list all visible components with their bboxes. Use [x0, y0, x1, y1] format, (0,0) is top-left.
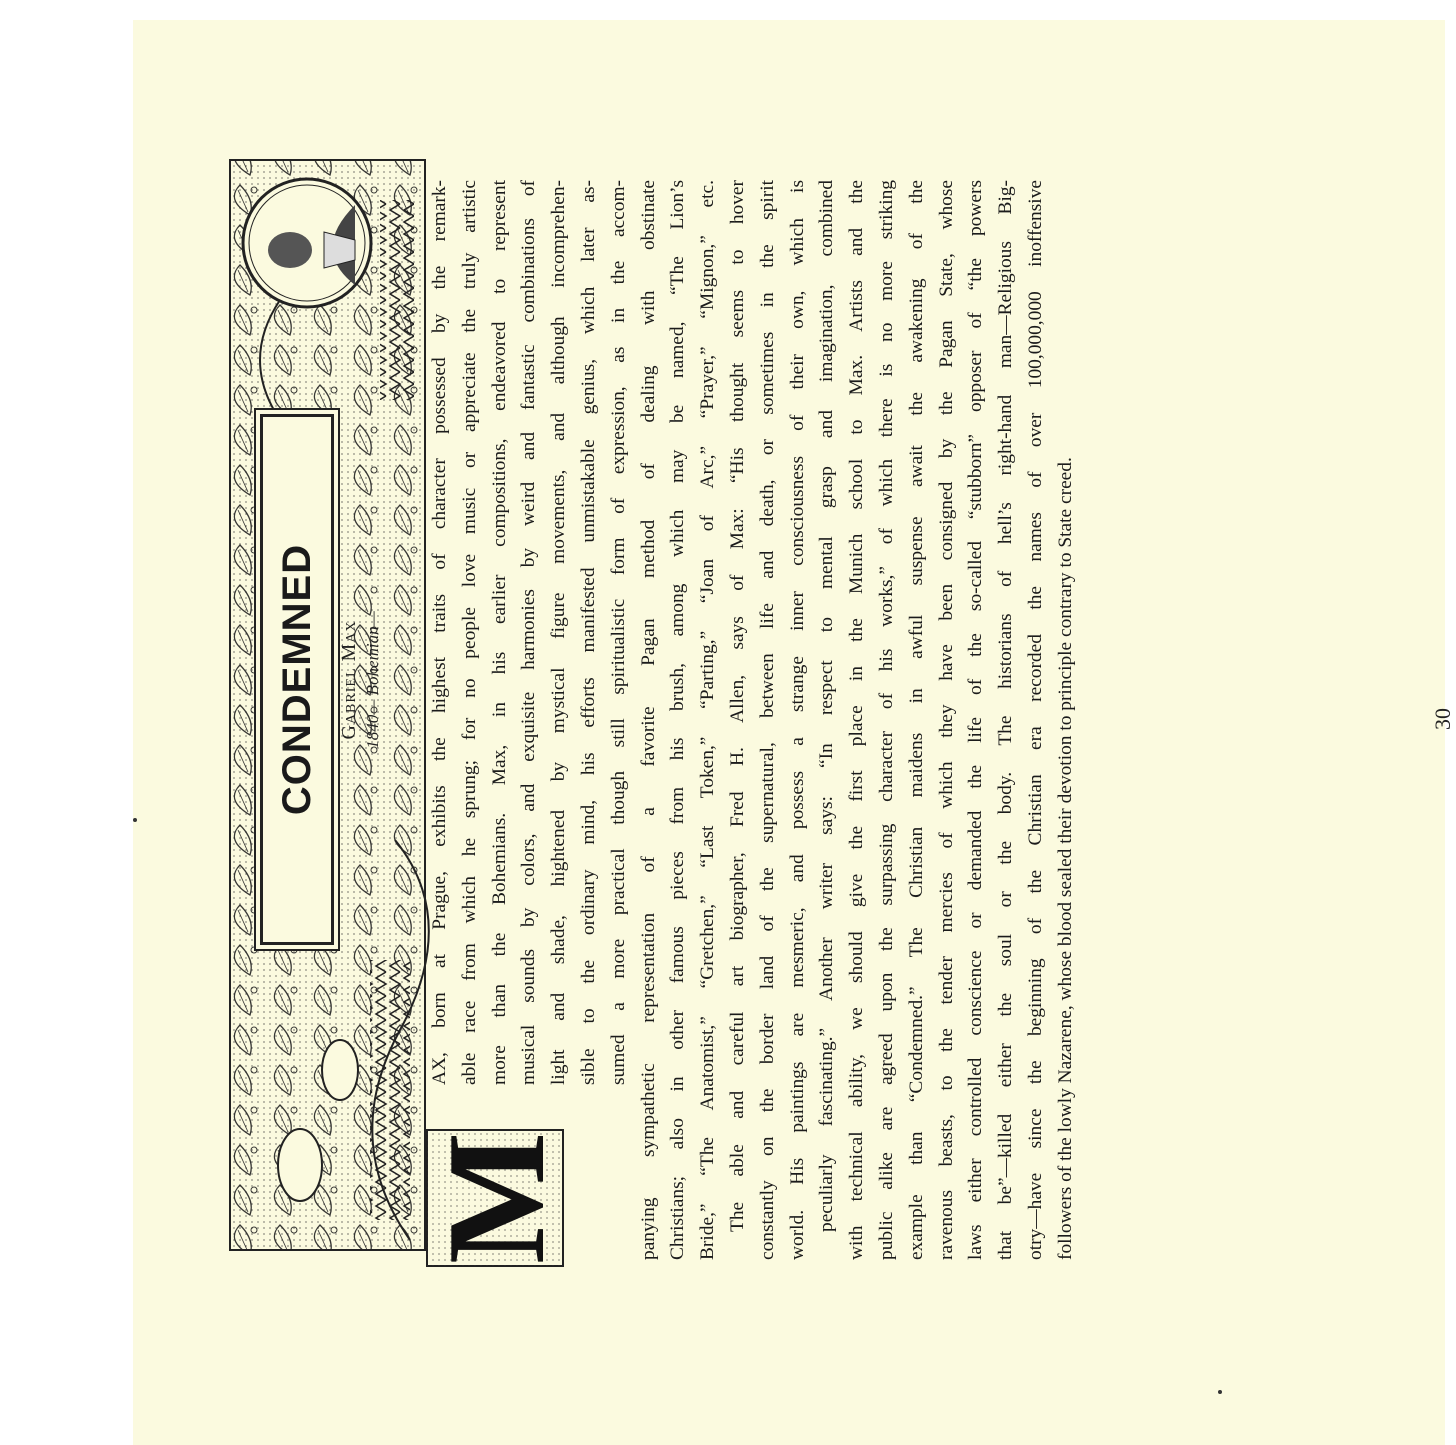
body-line: able race from which he sprung; for no people love music or appreciate the truly artistic [458, 180, 480, 1085]
body-line: Christians; also in other famous pieces from his brush, among which may be named, “The Lion’s [667, 180, 689, 1260]
body-line: followers of the lowly Nazarene, whose blood sealed their devotion to principle contrary to State creed. [1054, 457, 1076, 1260]
body-line: that be”—killed either the soul or the body. The historians of hell’s right-hand man—Religious Big- [995, 180, 1017, 1260]
body-line: constantly on the border land of the supernatural, between life and death, or sometimes in the spirit [756, 180, 778, 1260]
speck [133, 818, 137, 822]
artist-dates: 1840— Bohemian— [363, 611, 382, 749]
artist-info [338, 430, 383, 930]
body-line: otry—have since the beginning of the Christian era recorded the names of over 100,000,000 inoffensive [1024, 180, 1046, 1260]
body-line: panying sympathetic representation of a favorite Pagan method of dealing with obstinate [637, 180, 659, 1260]
body-line: sumed a more practical though still spiritualistic form of expression, as in the accom- [607, 180, 629, 1085]
body-line: example than “Condemned.” The Christian maidens in awful suspense await the awakening of the [905, 180, 927, 1260]
body-line: public alike are agreed upon the surpassing character of his works,” of which there is no more striking [875, 180, 897, 1260]
body-line: more than the Bohemians. Max, in his earlier compositions, endeavored to represent [488, 180, 510, 1085]
body-line: light and shade, hightened by mystical figure movements, and although incomprehen- [548, 180, 570, 1085]
body-line: The able and careful art biographer, Fred H. Allen, says of Max: “His thought seems to hover [726, 180, 748, 1232]
body-line: with technical ability, we should give the first place in the Munich school to Max. Artists and the [846, 180, 868, 1260]
body-line: Bride,” “The Anatomist,” “Gretchen,” “Last Token,” “Parting,” “Joan of Arc,” “Prayer,” “Mignon,” etc. [697, 180, 719, 1260]
rotated-page [220, 140, 1455, 1265]
portrait-medallion [240, 175, 375, 310]
body-line: musical sounds by colors, and exquisite harmonies by weird and fantastic combinations of [518, 180, 540, 1085]
body-line: AX, born at Prague, exhibits the highest traits of character possessed by the remark- [429, 180, 450, 1085]
artist-portrait [240, 175, 375, 310]
body-line: ravenous beasts, to the tender mercies of which they have been consigned by the Pagan State, whose [935, 180, 957, 1260]
title-plaque [260, 414, 334, 945]
body-line: sible to the ordinary mind, his efforts manifested unmistakable genius, which later as- [577, 180, 599, 1085]
artwork-title: CONDEMNED [274, 543, 319, 816]
article-body [425, 180, 1081, 1260]
body-line: laws either controlled conscience or demanded the life of the so-called “stubborn” opposer of “the powers [965, 180, 987, 1260]
speck [1218, 1390, 1222, 1394]
artist-name: Gabriel Max [338, 620, 360, 740]
body-line: world. His paintings are mesmeric, and possess a strange inner consciousness of their own, which is [786, 180, 808, 1260]
dropcap-letter: M [419, 1131, 574, 1265]
page-number: 30 [1430, 708, 1455, 730]
body-line: peculiarly fascinating.” Another writer says: “In respect to mental grasp and imagination, combined [816, 180, 838, 1232]
